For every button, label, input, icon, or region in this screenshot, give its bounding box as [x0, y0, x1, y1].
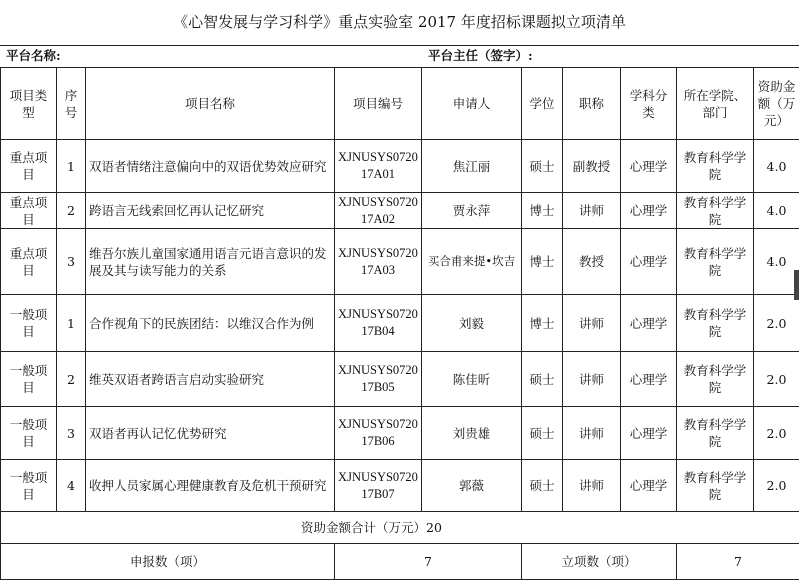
row-discipline: 心理学: [621, 229, 677, 295]
row-code-line1: XJNUSYS0720: [338, 417, 418, 431]
row-discipline: 心理学: [621, 407, 677, 460]
approved-count-label: 立项数（项）: [522, 544, 677, 580]
row-amount: 2.0: [754, 460, 799, 512]
row-code: [335, 460, 422, 512]
header-code: 项目编号: [335, 68, 422, 140]
row-code-line2: 17A02: [360, 211, 396, 226]
total-row: [1, 512, 799, 544]
row-code: [335, 352, 422, 407]
row-degree: 硕士: [522, 140, 563, 193]
row-title: 讲师: [563, 407, 621, 460]
row-seq: 2: [57, 193, 86, 229]
row-code-line1: XJNUSYS0720: [338, 245, 418, 260]
table-row: [1, 193, 799, 229]
row-college: 教育科学学院: [677, 140, 754, 193]
row-code-line1: XJNUSYS0720: [338, 194, 418, 209]
header-amount: 资助金额（万元）: [754, 68, 799, 140]
row-discipline: 心理学: [621, 140, 677, 193]
row-code-line1: XJNUSYS0720: [338, 469, 418, 484]
row-code-line1: XJNUSYS0720: [338, 307, 418, 321]
row-code-line2: 17B04: [361, 324, 395, 338]
row-title: 教授: [563, 229, 621, 295]
platform-info-row: [0, 45, 799, 67]
row-type: 一般项目: [1, 352, 57, 407]
row-name: 维英双语者跨语言启动实验研究: [86, 352, 335, 407]
row-type: 重点项目: [1, 193, 57, 229]
header-title: 职称: [563, 68, 621, 140]
row-code-line2: 17A01: [360, 167, 396, 181]
row-name: 维吾尔族儿童国家通用语言元语言意识的发展及其与读写能力的关系: [86, 229, 335, 295]
header-discipline: 学科分类: [621, 68, 677, 140]
row-title: 讲师: [563, 193, 621, 229]
table-row: [1, 460, 799, 512]
row-name: 收押人员家属心理健康教育及危机干预研究: [86, 460, 335, 512]
row-seq: 1: [57, 140, 86, 193]
row-seq: 4: [57, 460, 86, 512]
row-amount: 2.0: [754, 352, 799, 407]
platform-name-label: 平台名称:: [6, 48, 61, 63]
approved-count-value: 7: [677, 544, 799, 580]
header-degree: 学位: [522, 68, 563, 140]
document-title: 《心智发展与学习科学》重点实验室 2017 年度招标课题拟立项清单: [173, 13, 626, 31]
row-code: [335, 407, 422, 460]
row-type: 一般项目: [1, 407, 57, 460]
row-title: 讲师: [563, 352, 621, 407]
row-amount: 4.0: [754, 229, 799, 295]
row-degree: 博士: [522, 295, 563, 352]
row-title: 讲师: [563, 295, 621, 352]
row-seq: 2: [57, 352, 86, 407]
row-code: [335, 295, 422, 352]
row-degree: 博士: [522, 229, 563, 295]
header-type: 项目类型: [1, 68, 57, 140]
row-discipline: 心理学: [621, 352, 677, 407]
row-code-line2: 17B05: [361, 380, 395, 394]
row-college: 教育科学学院: [677, 407, 754, 460]
row-code-line1: XJNUSYS0720: [338, 150, 418, 164]
row-type: 一般项目: [1, 460, 57, 512]
row-code-line1: XJNUSYS0720: [338, 363, 418, 377]
row-seq: 3: [57, 407, 86, 460]
table-row: [1, 229, 799, 295]
header-seq: 序号: [57, 68, 86, 140]
row-college: 教育科学学院: [677, 295, 754, 352]
row-name: 合作视角下的民族团结：以维汉合作为例: [86, 295, 335, 352]
row-name: 双语者情绪注意偏向中的双语优势效应研究: [86, 140, 335, 193]
row-applicant: 刘毅: [422, 295, 522, 352]
row-college: 教育科学学院: [677, 460, 754, 512]
total-amount: 资助金额合计（万元）20: [1, 512, 799, 544]
row-type: 一般项目: [1, 295, 57, 352]
header-applicant: 申请人: [422, 68, 522, 140]
row-amount: 2.0: [754, 295, 799, 352]
header-college: 所在学院、部门: [677, 68, 754, 140]
table-row: [1, 140, 799, 193]
row-name: 双语者再认记忆优势研究: [86, 407, 335, 460]
applied-count-value: 7: [335, 544, 522, 580]
table-row: [1, 352, 799, 407]
row-amount: 4.0: [754, 140, 799, 193]
row-code-line2: 17A03: [360, 262, 396, 277]
platform-director-label: 平台主任（签字）:: [428, 48, 533, 63]
row-code: [335, 193, 422, 229]
table-row: [1, 407, 799, 460]
row-applicant: 焦江丽: [422, 140, 522, 193]
row-code-line2: 17B06: [361, 434, 395, 448]
row-amount: 4.0: [754, 193, 799, 229]
row-seq: 1: [57, 295, 86, 352]
header-name: 项目名称: [86, 68, 335, 140]
table-row: [1, 295, 799, 352]
row-degree: 硕士: [522, 352, 563, 407]
row-amount: 2.0: [754, 407, 799, 460]
row-title: 副教授: [563, 140, 621, 193]
window-edge-scroll-thumb[interactable]: [794, 270, 799, 300]
row-discipline: 心理学: [621, 460, 677, 512]
row-seq: 3: [57, 229, 86, 295]
row-name: 跨语言无线索回忆再认记忆研究: [86, 193, 335, 229]
count-row: [1, 544, 799, 580]
project-table: [0, 67, 799, 580]
applied-count-label: 申报数（项）: [1, 544, 335, 580]
row-college: 教育科学学院: [677, 229, 754, 295]
row-applicant: 郭薇: [422, 460, 522, 512]
row-discipline: 心理学: [621, 295, 677, 352]
row-degree: 博士: [522, 193, 563, 229]
row-college: 教育科学学院: [677, 193, 754, 229]
row-code-line2: 17B07: [361, 486, 395, 501]
row-degree: 硕士: [522, 460, 563, 512]
row-type: 重点项目: [1, 229, 57, 295]
row-applicant: 贾永萍: [422, 193, 522, 229]
row-code: [335, 140, 422, 193]
row-type: 重点项目: [1, 140, 57, 193]
row-code: [335, 229, 422, 295]
row-applicant: 买合甫来提•坎吉: [422, 229, 522, 295]
row-applicant: 刘贵雄: [422, 407, 522, 460]
table-header-row: [1, 68, 799, 140]
row-college: 教育科学学院: [677, 352, 754, 407]
row-applicant: 陈佳昕: [422, 352, 522, 407]
row-degree: 硕士: [522, 407, 563, 460]
row-title: 讲师: [563, 460, 621, 512]
row-discipline: 心理学: [621, 193, 677, 229]
